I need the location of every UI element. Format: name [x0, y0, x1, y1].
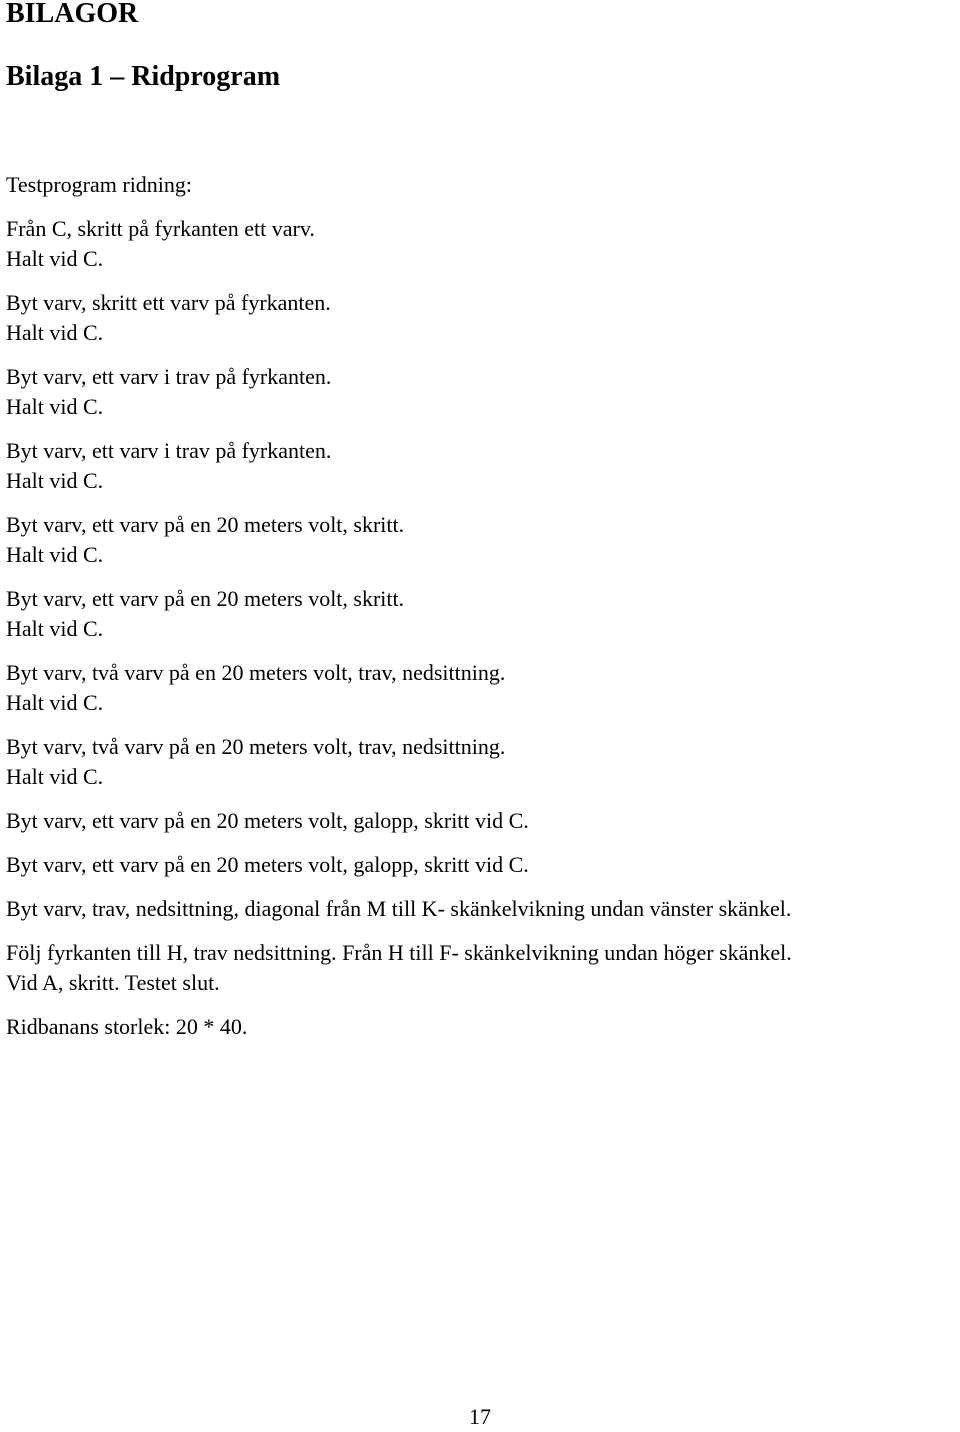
document-body [6, 170, 956, 1056]
step-halt: Halt vid C. [6, 690, 104, 715]
step-halt: Halt vid C. [6, 542, 104, 567]
step-halt: Halt vid C. [6, 616, 104, 641]
step-instruction: Från C, skritt på fyrkanten ett varv. [6, 216, 315, 241]
program-step [6, 732, 956, 792]
step-instruction: Byt varv, ett varv på en 20 meters volt, skritt. [6, 512, 405, 537]
intro-text: Testprogram ridning: [6, 172, 193, 197]
program-step [6, 214, 956, 274]
final-step [6, 938, 956, 998]
program-step [6, 510, 956, 570]
galopp-step: Byt varv, ett varv på en 20 meters volt, galopp, skritt vid C. [6, 808, 529, 833]
step-halt: Halt vid C. [6, 468, 104, 493]
program-step [6, 436, 956, 496]
diagonal-step: Byt varv, trav, nedsittning, diagonal från M till K- skänkelvikning undan vänster skänkel. [6, 896, 792, 921]
step-instruction: Byt varv, ett varv i trav på fyrkanten. [6, 438, 332, 463]
step-instruction: Byt varv, två varv på en 20 meters volt, trav, nedsittning. [6, 660, 506, 685]
page-number: 17 [469, 1404, 491, 1429]
document-title: BILAGOR [6, 0, 139, 29]
galopp-step: Byt varv, ett varv på en 20 meters volt, galopp, skritt vid C. [6, 852, 529, 877]
program-step [6, 658, 956, 718]
program-step [6, 288, 956, 348]
step-instruction: Byt varv, två varv på en 20 meters volt, trav, nedsittning. [6, 734, 506, 759]
program-step [6, 584, 956, 644]
step-halt: Halt vid C. [6, 320, 104, 345]
appendix-heading: Bilaga 1 – Ridprogram [6, 61, 281, 92]
arena-size: Ridbanans storlek: 20 * 40. [6, 1014, 248, 1039]
step-halt: Halt vid C. [6, 764, 104, 789]
final-instruction: Följ fyrkanten till H, trav nedsittning. Från H till F- skänkelvikning undan höger skänkel. [6, 940, 792, 965]
test-end: Vid A, skritt. Testet slut. [6, 970, 220, 995]
step-instruction: Byt varv, ett varv på en 20 meters volt, skritt. [6, 586, 405, 611]
step-halt: Halt vid C. [6, 394, 104, 419]
step-instruction: Byt varv, ett varv i trav på fyrkanten. [6, 364, 332, 389]
step-halt: Halt vid C. [6, 246, 104, 271]
program-step [6, 362, 956, 422]
step-instruction: Byt varv, skritt ett varv på fyrkanten. [6, 290, 331, 315]
